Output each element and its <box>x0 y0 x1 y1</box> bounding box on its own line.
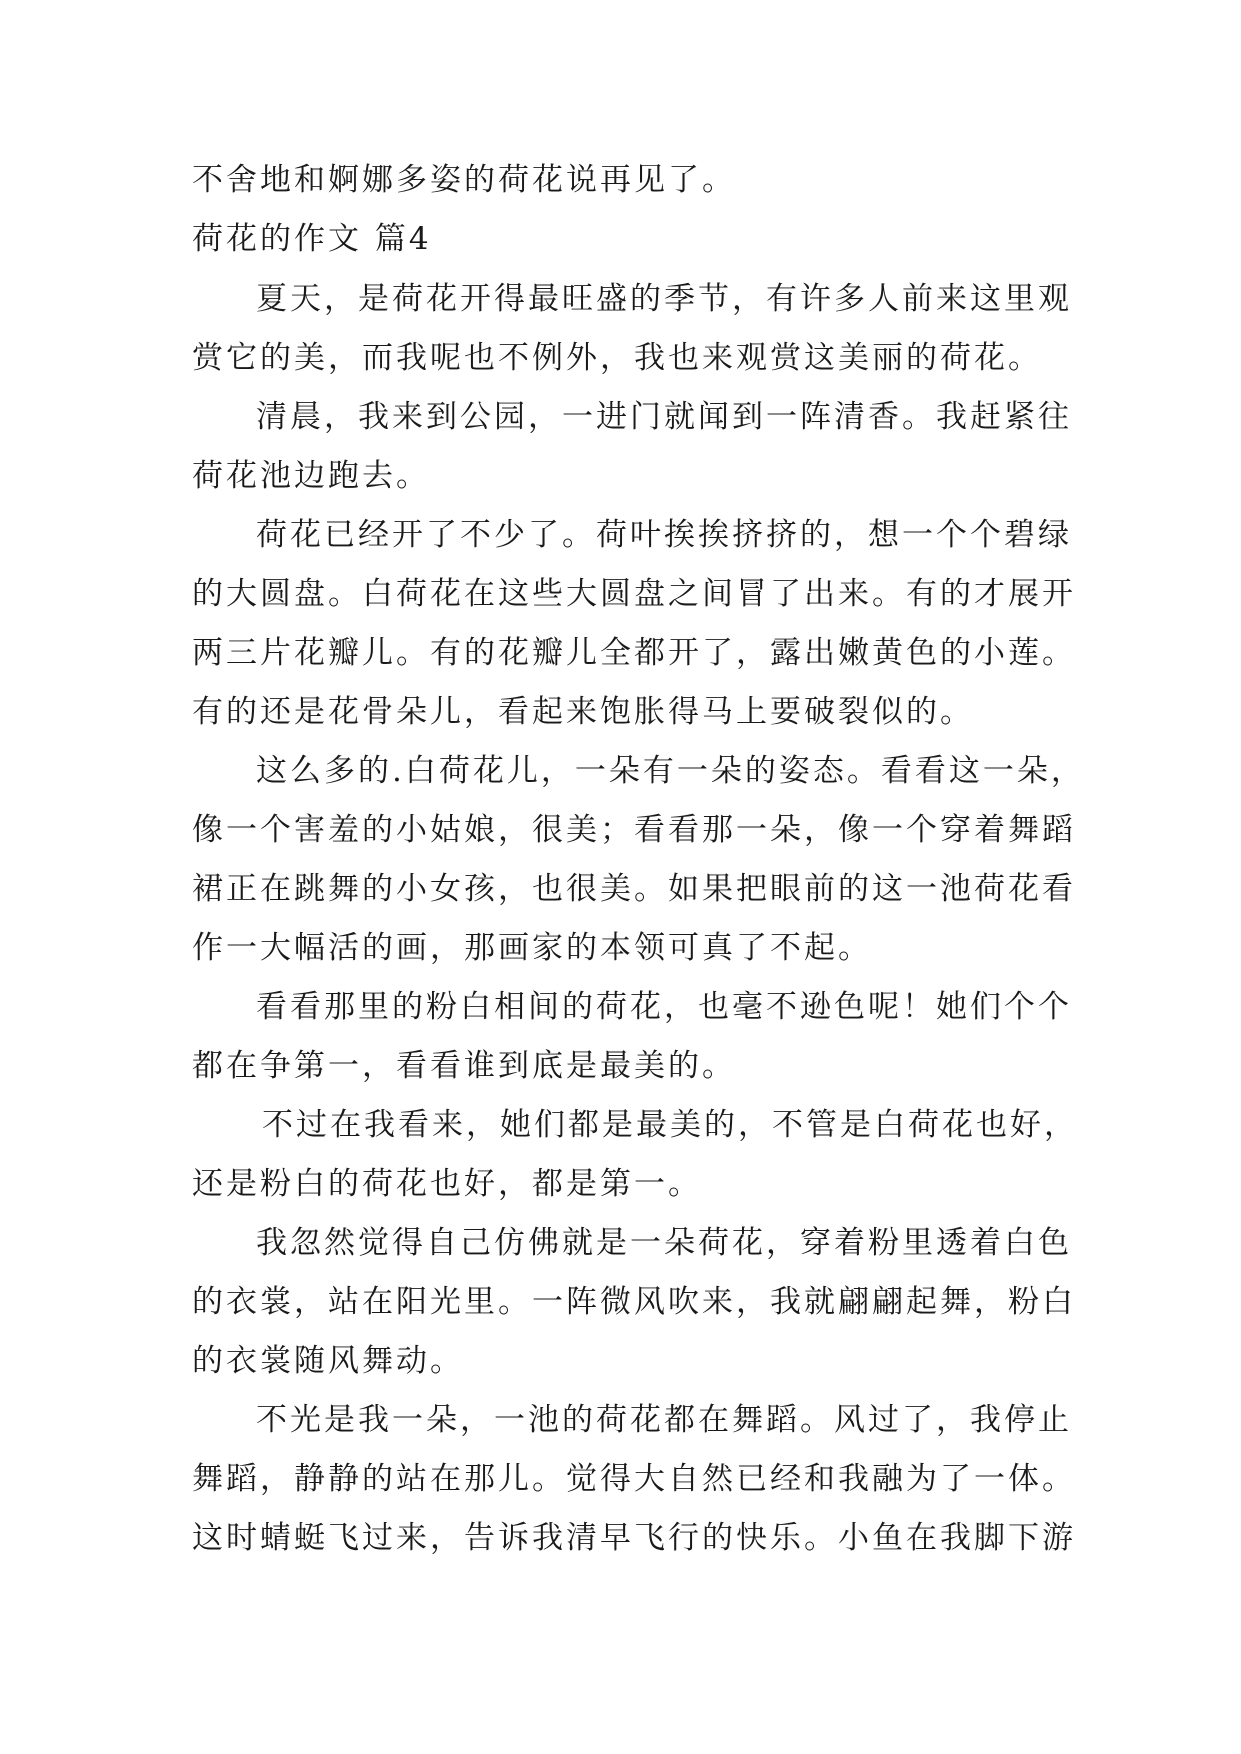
paragraph-line: 看看那里的粉白相间的荷花，也毫不逊色呢！她们个个 <box>256 989 1072 1025</box>
paragraph-line: 作一大幅活的画，那画家的本领可真了不起。 <box>192 930 872 966</box>
paragraph-line: 像一个害羞的小姑娘，很美；看看那一朵，像一个穿着舞蹈 <box>192 812 1076 848</box>
paragraph-line: 裙正在跳舞的小女孩，也很美。如果把眼前的这一池荷花看 <box>192 871 1076 907</box>
paragraph-line: 我忽然觉得自己仿佛就是一朵荷花，穿着粉里透着白色 <box>256 1225 1072 1261</box>
paragraph-line: 都在争第一，看看谁到底是最美的。 <box>192 1048 736 1084</box>
paragraph-line: 还是粉白的荷花也好，都是第一。 <box>192 1166 702 1202</box>
paragraph-line: 这么多的.白荷花儿，一朵有一朵的姿态。看看这一朵， <box>256 753 1085 789</box>
paragraph-line: 清晨，我来到公园，一进门就闻到一阵清香。我赶紧往 <box>256 399 1072 435</box>
paragraph-line: 两三片花瓣儿。有的花瓣儿全都开了，露出嫩黄色的小莲。 <box>192 635 1076 671</box>
paragraph-line: 荷花池边跑去。 <box>192 458 430 494</box>
paragraph-line: 赏它的美，而我呢也不例外，我也来观赏这美丽的荷花。 <box>192 340 1042 376</box>
paragraph-line: 夏天，是荷花开得最旺盛的季节，有许多人前来这里观 <box>256 281 1072 317</box>
paragraph-line: 不过在我看来，她们都是最美的，不管是白荷花也好， <box>262 1107 1078 1143</box>
section-heading: 荷花的作文 篇4 <box>192 221 432 257</box>
text-line: 不舍地和婀娜多姿的荷花说再见了。 <box>192 162 736 198</box>
paragraph-line: 这时蜻蜓飞过来，告诉我清早飞行的快乐。小鱼在我脚下游 <box>192 1520 1076 1556</box>
paragraph-line: 的大圆盘。白荷花在这些大圆盘之间冒了出来。有的才展开 <box>192 576 1076 612</box>
essay-body <box>192 150 1085 1567</box>
paragraph-line: 荷花已经开了不少了。荷叶挨挨挤挤的，想一个个碧绿 <box>256 517 1072 553</box>
paragraph-line: 的衣裳随风舞动。 <box>192 1343 464 1379</box>
paragraph-line: 有的还是花骨朵儿，看起来饱胀得马上要破裂似的。 <box>192 694 974 730</box>
paragraph-line: 舞蹈，静静的站在那儿。觉得大自然已经和我融为了一体。 <box>192 1461 1076 1497</box>
paragraph-line: 的衣裳，站在阳光里。一阵微风吹来，我就翩翩起舞，粉白 <box>192 1284 1076 1320</box>
paragraph-line: 不光是我一朵，一池的荷花都在舞蹈。风过了，我停止 <box>256 1402 1072 1438</box>
